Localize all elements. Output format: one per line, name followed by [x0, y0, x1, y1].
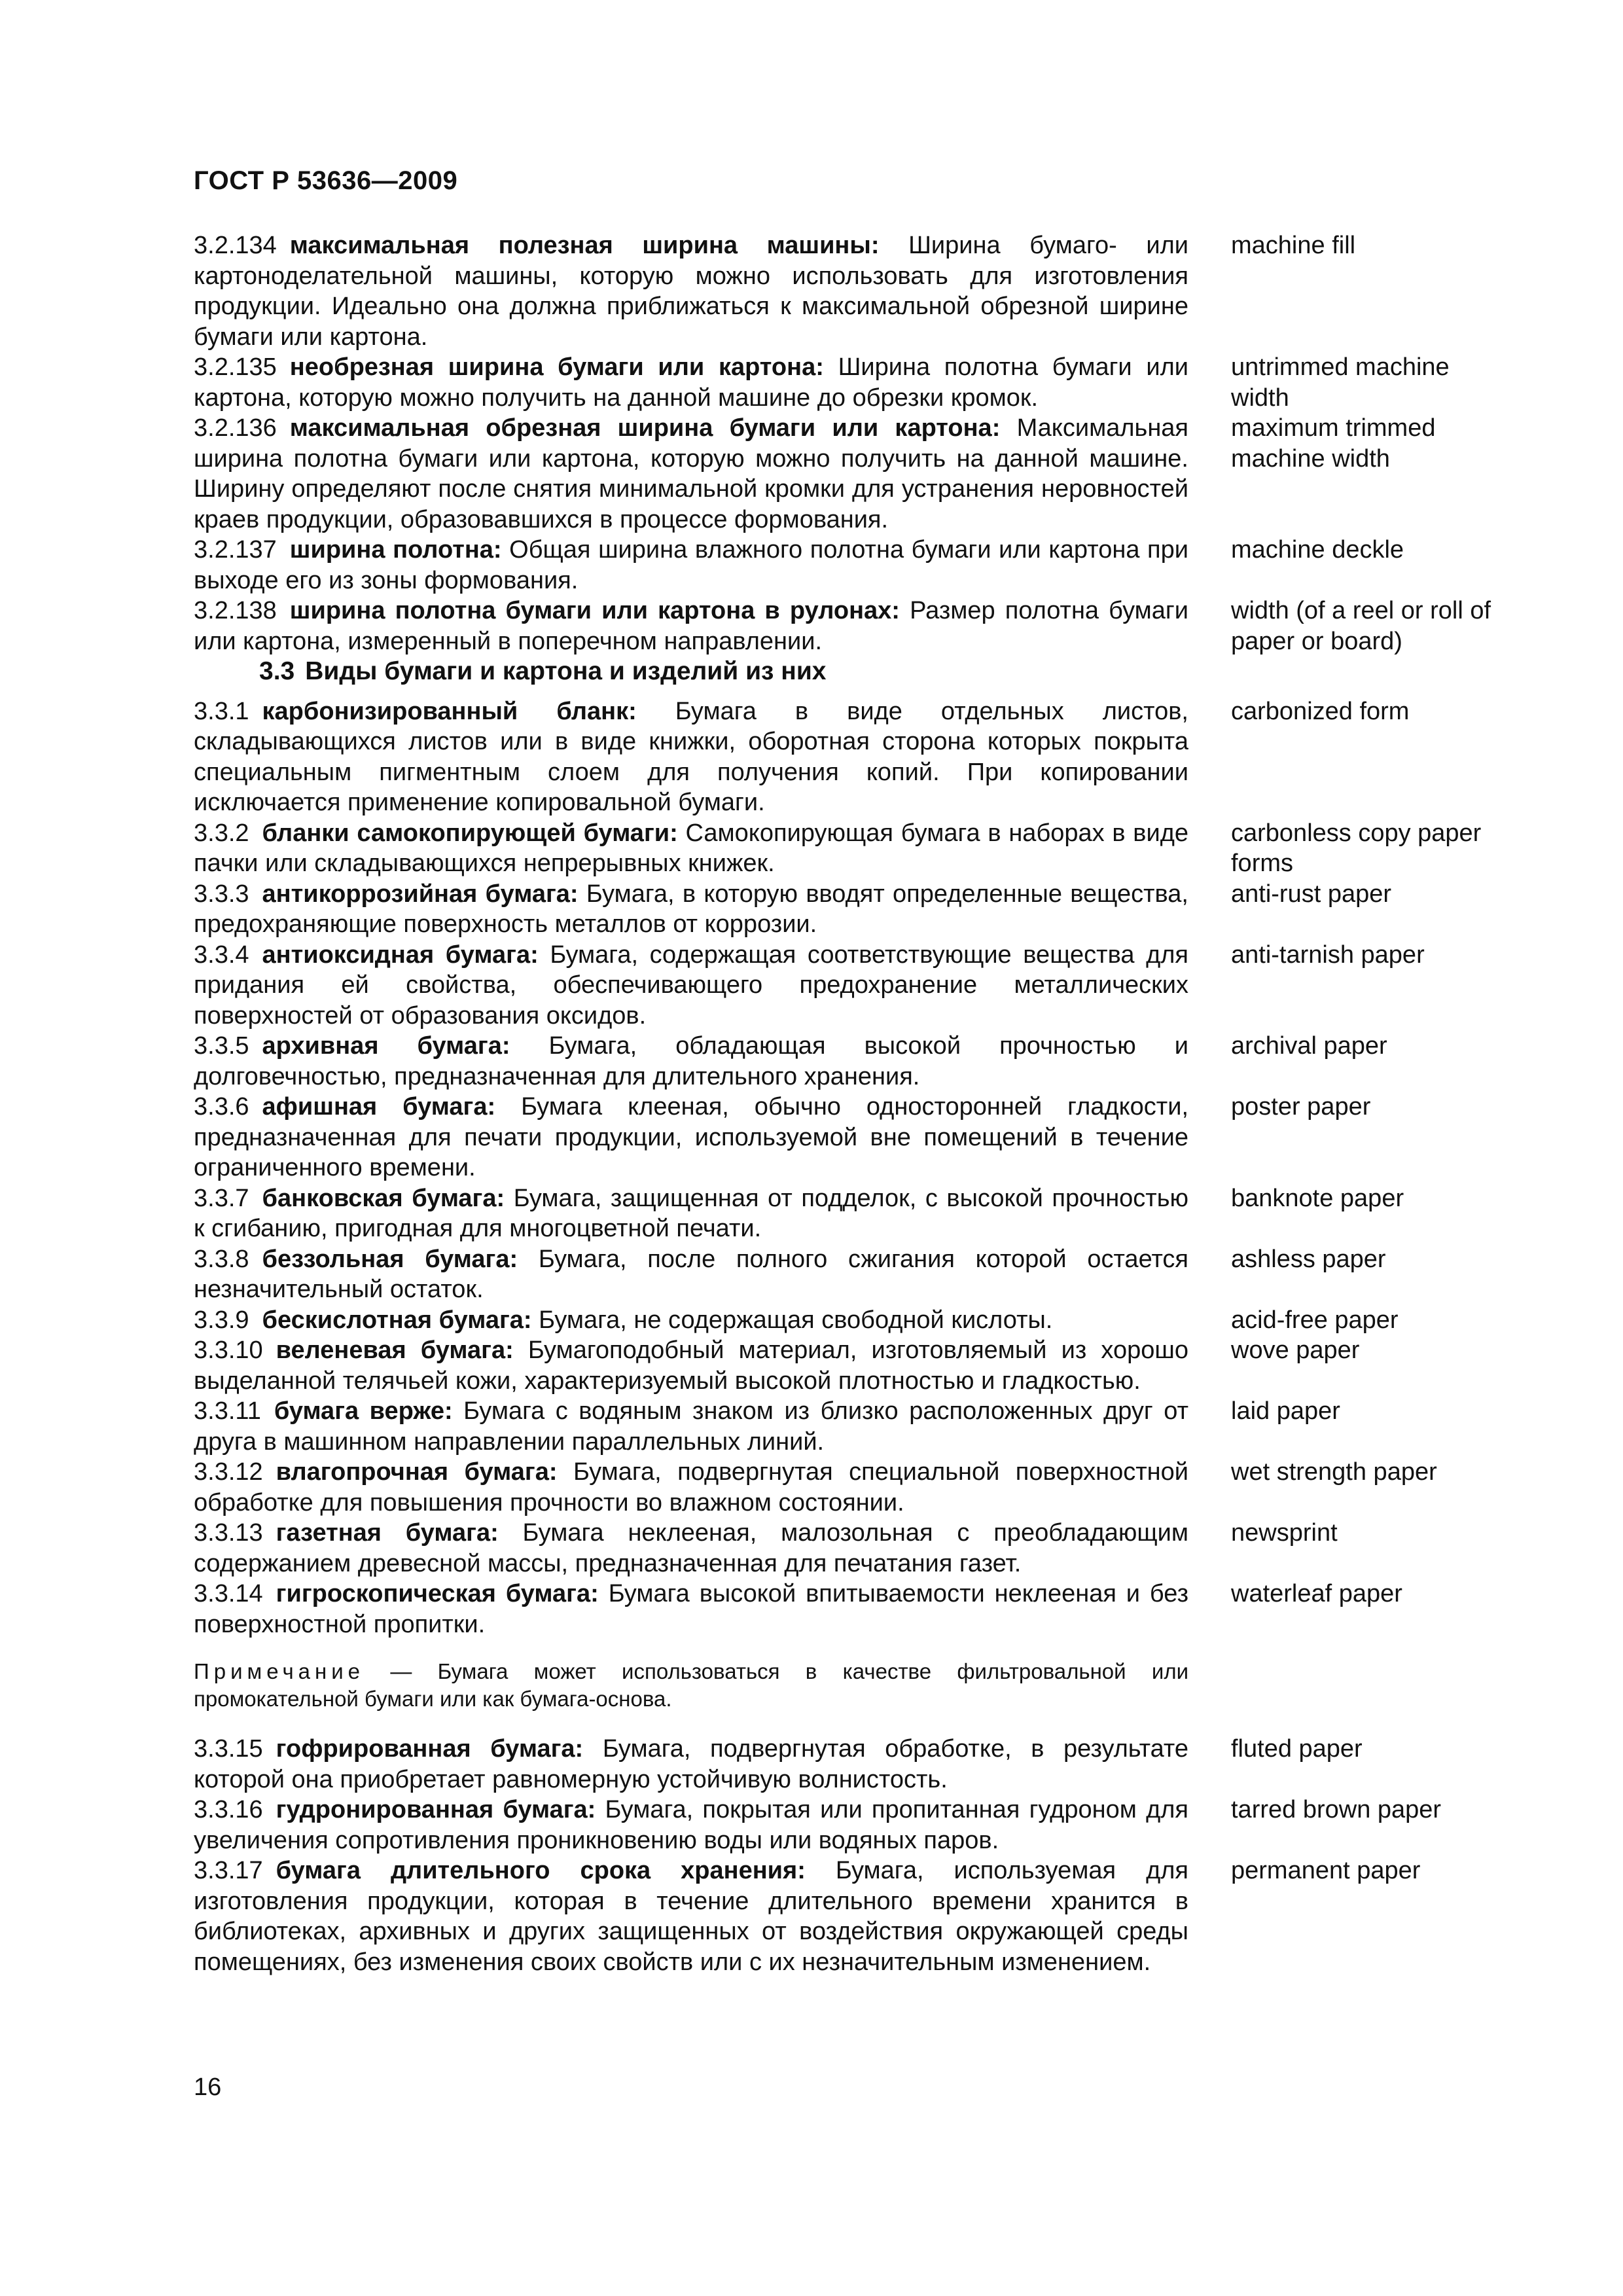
term-definition-ru — [194, 230, 1188, 352]
term-name: бумага верже: — [274, 1397, 453, 1425]
term-number: 3.3.14 — [194, 1580, 263, 1607]
term-number: 3.3.7 — [194, 1184, 249, 1212]
term-name: гофрированная бумага: — [276, 1735, 584, 1763]
term-number: 3.3.2 — [194, 819, 249, 847]
term-entry — [194, 352, 1516, 413]
term-name: бланки самокопирующей бумаги: — [262, 819, 678, 847]
term-definition: Бумага, подвергнутая обработке, в результате которой она приобретает равномерную устойчивую волнистость. — [194, 1735, 1188, 1793]
term-number: 3.2.138 — [194, 597, 277, 624]
note — [194, 1658, 1188, 1713]
term-entry — [194, 1031, 1516, 1092]
term-definition: Размер полотна бумаги или картона, измеренный в поперечном направлении. — [194, 597, 1189, 655]
term-definition-ru — [194, 1795, 1188, 1856]
term-entry — [194, 1579, 1516, 1640]
terms-group-3-3 — [194, 696, 1516, 1640]
term-name: архивная бумага: — [262, 1032, 510, 1060]
term-definition: Бумага, обладающая высокой прочностью и долговечностью, предназначенная для длительного хранения. — [194, 1032, 1188, 1090]
term-english-equivalent: poster paper — [1231, 1093, 1371, 1121]
term-number: 3.3.17 — [194, 1857, 263, 1884]
term-definition: Ширина полотна бумаги или картона, которую можно получить на данной машине до обрезки кромок. — [194, 353, 1188, 412]
term-number: 3.3.6 — [194, 1093, 249, 1121]
term-name: карбонизированный бланк: — [262, 697, 637, 725]
term-entry — [194, 596, 1516, 656]
term-entry — [194, 879, 1516, 940]
term-definition-ru — [194, 1856, 1188, 1977]
term-definition-ru — [194, 1518, 1188, 1579]
term-definition: Бумага, не содержащая свободной кислоты. — [539, 1306, 1053, 1334]
term-definition-ru — [194, 1183, 1188, 1244]
term-definition: Бумага неклееная, малозольная с преобладающим содержанием древесной массы, предназначенная для печатания газет. — [194, 1519, 1188, 1577]
term-definition: Бумага, в которую вводят определенные вещества, предохраняющие поверхность металлов от коррозии. — [194, 880, 1188, 938]
term-entry — [194, 1335, 1516, 1396]
term-definition-ru — [194, 352, 1188, 413]
term-english-equivalent: untrimmed machine width — [1231, 353, 1450, 412]
term-english-equivalent: width (of a reel or roll of paper or board) — [1231, 597, 1491, 655]
term-definition-ru — [194, 818, 1188, 879]
term-name: влагопрочная бумага: — [276, 1458, 558, 1486]
term-english-equivalent: carbonized form — [1231, 697, 1410, 725]
term-number: 3.2.137 — [194, 536, 277, 564]
term-definition: Бумага, после полного сжигания которой остается незначительный остаток. — [194, 1245, 1188, 1303]
term-entry — [194, 696, 1516, 818]
term-number: 3.3.16 — [194, 1796, 263, 1823]
term-name: максимальная полезная ширина машины: — [289, 232, 880, 259]
term-english-equivalent: laid paper — [1231, 1397, 1340, 1425]
note-label: Примечание — [194, 1659, 365, 1683]
term-definition-ru — [194, 1244, 1188, 1305]
term-number: 3.2.136 — [194, 414, 277, 442]
term-english-equivalent: carbonless copy paper forms — [1231, 819, 1482, 877]
term-number: 3.3.15 — [194, 1735, 263, 1763]
term-number: 3.3.11 — [194, 1397, 261, 1425]
term-definition: Бумага, покрытая или пропитанная гудроном для увеличения сопротивления проникновению воды или водяных паров. — [194, 1796, 1188, 1854]
term-english-equivalent: newsprint — [1231, 1519, 1338, 1547]
term-number: 3.3.10 — [194, 1336, 263, 1364]
term-definition: Бумага в виде отдельных листов, складывающихся листов или в виде книжки, оборотная сторона которых покрыта специальным пигментным слоем для получения копий. При копировании исключается применение копировальной бумаги. — [194, 697, 1188, 816]
term-definition: Бумага клееная, обычно односторонней гладкости, предназначенная для печати продукции, используемой вне помещений в течение ограниченного времени. — [194, 1093, 1188, 1181]
term-definition-ru — [194, 1457, 1188, 1518]
page-number: 16 — [194, 2073, 222, 2101]
term-name: максимальная обрезная ширина бумаги или картона: — [289, 414, 1001, 442]
term-entry — [194, 230, 1516, 352]
term-number: 3.3.4 — [194, 941, 249, 969]
term-entry — [194, 1092, 1516, 1183]
term-entry — [194, 1457, 1516, 1518]
term-number: 3.3.9 — [194, 1306, 249, 1334]
term-definition-ru — [194, 1092, 1188, 1183]
term-english-equivalent: wet strength paper — [1231, 1458, 1437, 1486]
document-header: ГОСТ Р 53636—2009 — [194, 166, 458, 195]
term-english-equivalent: ashless paper — [1231, 1245, 1386, 1273]
terms-content — [194, 230, 1516, 1977]
term-entry — [194, 818, 1516, 879]
term-entry — [194, 1856, 1516, 1977]
term-number: 3.3.13 — [194, 1519, 263, 1547]
term-english-equivalent: tarred brown paper — [1231, 1796, 1442, 1823]
term-entry — [194, 1305, 1516, 1336]
term-definition: Ширина бумаго- или картоноделательной машины, которую можно использовать для изготовления продукции. Идеально она должна приближаться к максимальной обрезной ширине бумаги или картона. — [194, 232, 1188, 351]
term-number: 3.3.12 — [194, 1458, 263, 1486]
term-english-equivalent: maximum trimmed machine width — [1231, 414, 1436, 473]
term-name: бескислотная бумага: — [262, 1306, 532, 1334]
term-definition-ru — [194, 596, 1188, 656]
term-name: антиоксидная бумага: — [262, 941, 539, 969]
term-name: газетная бумага: — [276, 1519, 499, 1547]
term-number: 3.2.135 — [194, 353, 277, 381]
terms-group-3-2 — [194, 230, 1516, 656]
term-entry — [194, 535, 1516, 596]
term-entry — [194, 1183, 1516, 1244]
term-definition-ru — [194, 1396, 1188, 1457]
term-name: бумага длительного срока хранения: — [276, 1857, 806, 1884]
term-definition: Бумага, защищенная от подделок, с высокой прочностью к сгибанию, пригодная для многоцветной печати. — [194, 1184, 1189, 1242]
term-entry — [194, 1396, 1516, 1457]
term-definition: Максимальная ширина полотна бумаги или картона, которую можно получить на данной машине. Ширину определяют после снятия минимальной кромки для устранения неровностей краев продукции, образовавшихся в процессе формования. — [194, 414, 1189, 533]
term-definition-ru — [194, 696, 1188, 818]
term-english-equivalent: waterleaf paper — [1231, 1580, 1402, 1607]
term-number: 3.3.3 — [194, 880, 249, 908]
term-definition: Общая ширина влажного полотна бумаги или картона при выходе его из зоны формования. — [194, 536, 1188, 594]
term-definition: Самокопирующая бумага в наборах в виде пачки или складывающихся непрерывных книжек. — [194, 819, 1188, 877]
term-name: веленевая бумага: — [276, 1336, 514, 1364]
term-english-equivalent: fluted paper — [1231, 1735, 1363, 1763]
term-entry — [194, 1518, 1516, 1579]
term-entry — [194, 1734, 1516, 1795]
term-english-equivalent: machine fill — [1231, 232, 1356, 259]
term-definition-ru — [194, 879, 1188, 940]
term-entry — [194, 413, 1516, 535]
terms-group-3-3-cont — [194, 1734, 1516, 1977]
term-name: антикоррозийная бумага: — [262, 880, 579, 908]
term-entry — [194, 1795, 1516, 1856]
term-number: 3.3.1 — [194, 697, 249, 725]
term-english-equivalent: anti-rust paper — [1231, 880, 1392, 908]
term-number: 3.3.8 — [194, 1245, 249, 1273]
term-definition: Бумага, подвергнутая специальной поверхностной обработке для повышения прочности во влажном состоянии. — [194, 1458, 1188, 1516]
term-definition: Бумага с водяным знаком из близко расположенных друг от друга в машинном направлении параллельных линий. — [194, 1397, 1188, 1456]
term-name: ширина полотна: — [289, 536, 502, 564]
term-name: гигроскопическая бумага: — [276, 1580, 599, 1607]
term-definition: Бумага, используемая для изготовления продукции, которая в течение длительного времени хранится в библиотеках, архивных и других защищенных от воздействия окружающей среды помещениях, без изменения своих свойств или с их незначительным изменением. — [194, 1857, 1188, 1976]
term-definition-ru — [194, 1031, 1188, 1092]
term-name: банковская бумага: — [262, 1184, 505, 1212]
term-entry — [194, 940, 1516, 1031]
term-definition-ru — [194, 535, 1188, 596]
section-number: 3.3 — [259, 657, 295, 685]
term-definition: Бумага высокой впитываемости неклееная и без поверхностной пропитки. — [194, 1580, 1188, 1638]
term-definition-ru — [194, 413, 1188, 535]
term-english-equivalent: anti-tarnish paper — [1231, 941, 1425, 969]
term-definition: Бумага, содержащая соответствующие вещества для придания ей свойства, обеспечивающего предохранение металлических поверхностей от образования оксидов. — [194, 941, 1188, 1030]
term-definition-ru — [194, 1335, 1188, 1396]
term-name: необрезная ширина бумаги или картона: — [289, 353, 824, 381]
note-text: — Бумага может использоваться в качестве фильтровальной или промокательной бумаги или как бумага-основа. — [194, 1659, 1189, 1711]
term-english-equivalent: wove paper — [1231, 1336, 1360, 1364]
term-english-equivalent: machine deckle — [1231, 536, 1404, 564]
term-english-equivalent: banknote paper — [1231, 1184, 1404, 1212]
term-english-equivalent: acid-free paper — [1231, 1306, 1399, 1334]
section-title: Виды бумаги и картона и изделий из них — [305, 657, 827, 685]
term-name: афишная бумага: — [262, 1093, 496, 1121]
term-definition: Бумагоподобный материал, изготовляемый из хорошо выделанной телячьей кожи, характеризуемый высокой плотностью и гладкостью. — [194, 1336, 1188, 1395]
term-number: 3.2.134 — [194, 232, 277, 259]
term-definition-ru — [194, 1305, 1188, 1336]
term-name: ширина полотна бумаги или картона в рулонах: — [289, 597, 900, 624]
section-heading — [194, 656, 1516, 687]
term-name: беззольная бумага: — [262, 1245, 518, 1273]
term-number: 3.3.5 — [194, 1032, 249, 1060]
term-english-equivalent: permanent paper — [1231, 1857, 1421, 1884]
term-english-equivalent: archival paper — [1231, 1032, 1387, 1060]
term-definition-ru — [194, 1734, 1188, 1795]
term-entry — [194, 1244, 1516, 1305]
term-name: гудронированная бумага: — [276, 1796, 596, 1823]
term-definition-ru — [194, 1579, 1188, 1640]
term-definition-ru — [194, 940, 1188, 1031]
